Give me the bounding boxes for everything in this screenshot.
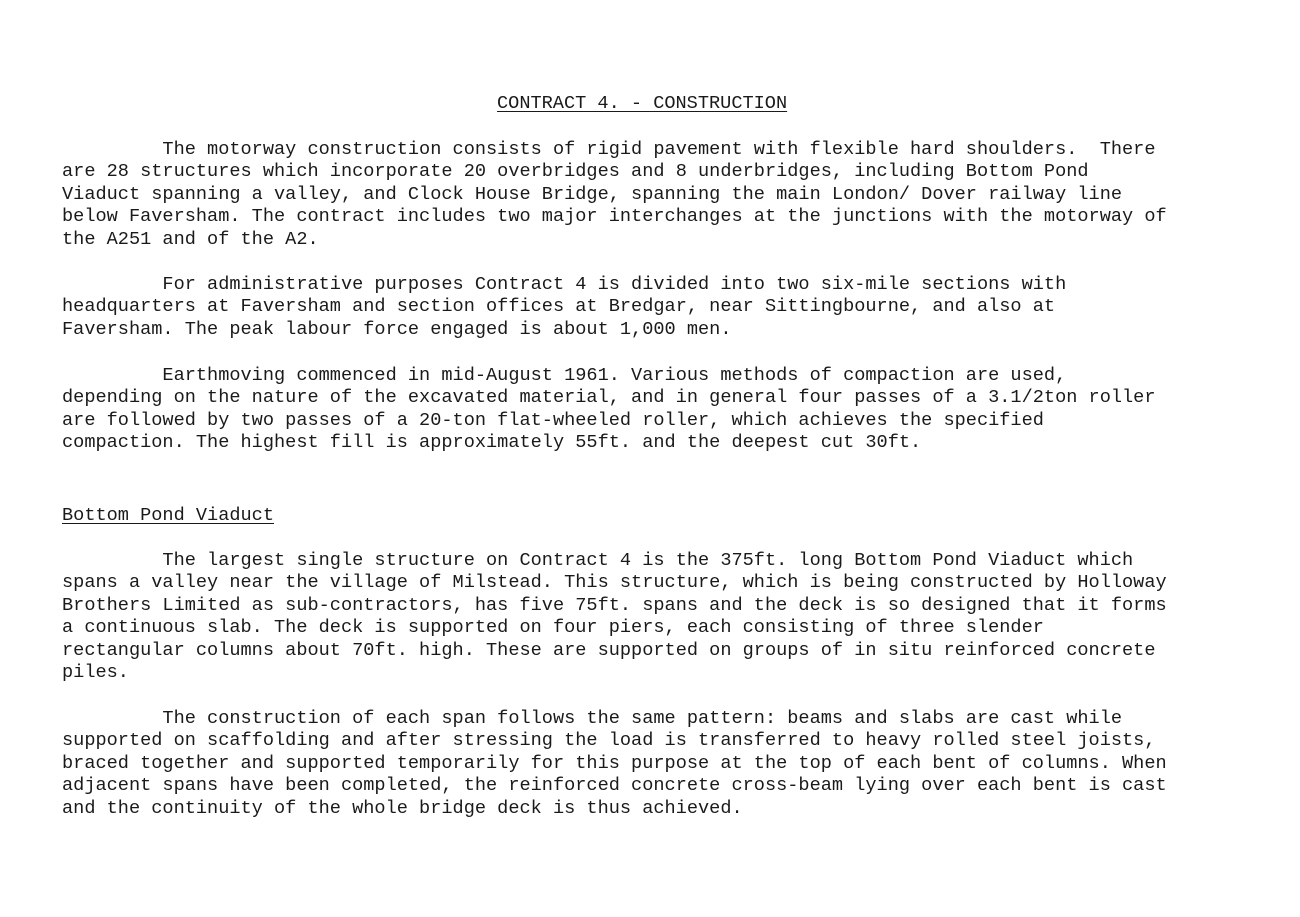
section-heading-bottom-pond-viaduct: Bottom Pond Viaduct bbox=[62, 505, 275, 526]
paragraph-earthmoving: Earthmoving commenced in mid-August 1961. Various methods of compaction are used, depending on the nature of the excavated material, and in general four passes of a 3.1/2ton roller are followed by two passes of a 20-ton flat-wheeled roller, which achieves the specified compaction. The highest fill is approximately 55ft. and the deepest cut 30ft. bbox=[62, 365, 1156, 454]
paragraph-administrative-purposes: For administrative purposes Contract 4 is divided into two six-mile sections with headquarters at Faversham and section offices at Bredgar, near Sittingbourne, and also at Faversham. The peak labour force engaged is about 1,000 men. bbox=[62, 274, 1067, 340]
document-title: CONTRACT 4. - CONSTRUCTION bbox=[497, 93, 788, 114]
paragraph-largest-structure: The largest single structure on Contract 4 is the 375ft. long Bottom Pond Viaduct which spans a valley near the village of Milstead. This structure, which is being constructed by Holloway Brothers Limited as sub-contractors, has five 75ft. spans and the deck is so designed that it forms a continuous slab. The deck is supported on four piers, each consisting of three slender rectangular columns about 70ft. high. These are supported on groups of in situ reinforced concrete piles. bbox=[62, 550, 1167, 684]
paragraph-motorway-construction: The motorway construction consists of rigid pavement with flexible hard shoulders. There are 28 structures which incorporate 20 overbridges and 8 underbridges, including Bottom Pond Viaduct spanning a valley, and Clock House Bridge, spanning the main London/ Dover railway line below Faversham. The contract includes two major interchanges at the junctions with the motorway of the A251 and of the A2. bbox=[62, 139, 1167, 250]
paragraph-span-construction: The construction of each span follows the same pattern: beams and slabs are cast while supported on scaffolding and after stressing the load is transferred to heavy rolled steel joists, braced together and supported temporarily for this purpose at the top of each bent of columns. When adjacent spans have been completed, the reinforced concrete cross-beam lying over each bent is cast and the continuity of the whole bridge deck is thus achieved. bbox=[62, 708, 1167, 819]
